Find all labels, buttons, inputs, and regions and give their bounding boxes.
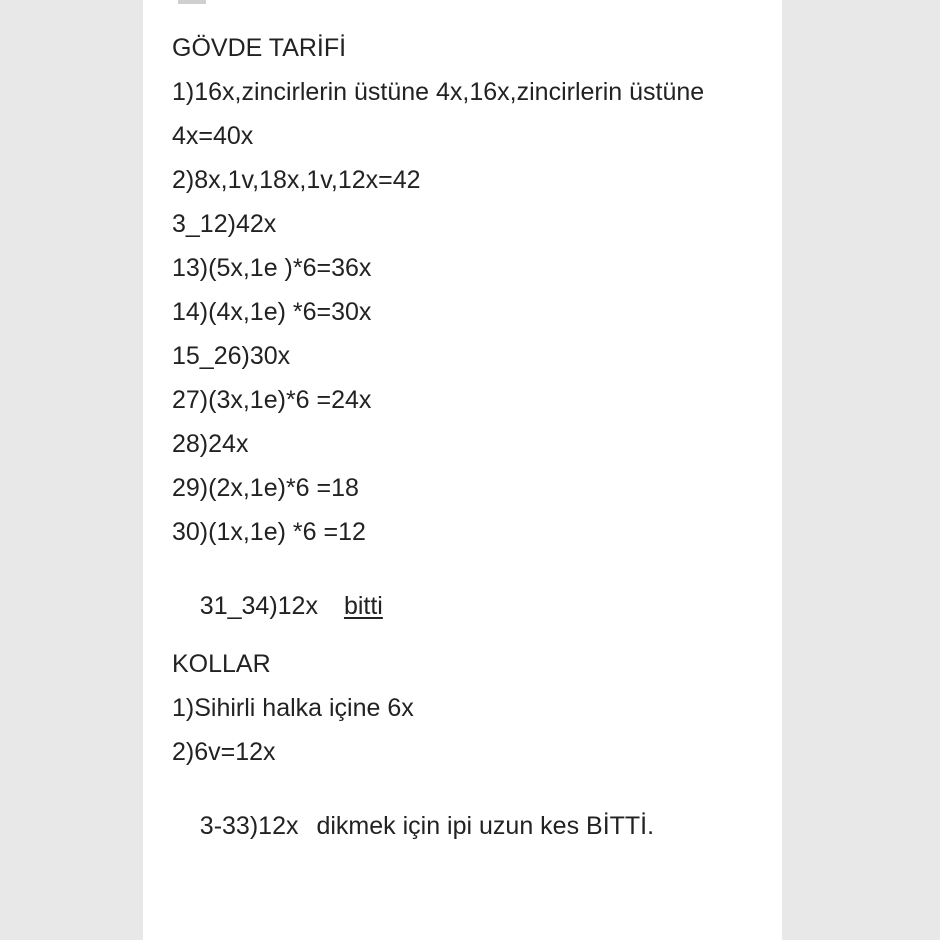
left-margin	[0, 0, 143, 940]
arms-finished-note: dikmek için ipi uzun kes BİTTİ.	[316, 812, 655, 840]
arms-row: 1)Sihirli halka içine 6x	[172, 694, 414, 722]
body-finished-note: bitti	[343, 592, 383, 620]
arms-last-row-prefix: 3-33)12x	[199, 812, 299, 840]
top-edge-mark	[178, 0, 206, 4]
arms-row: 2)6v=12x	[172, 738, 276, 766]
body-row: 14)(4x,1e) *6=30x	[172, 298, 372, 326]
body-row: 30)(1x,1e) *6 =12	[172, 518, 366, 546]
body-heading: GÖVDE TARİFİ	[172, 34, 347, 62]
body-row: 1)16x,zincirlerin üstüne 4x,16x,zincirlerin üstüne	[172, 78, 705, 106]
arms-heading: KOLLAR	[172, 650, 271, 678]
body-last-row	[172, 561, 383, 651]
right-margin	[782, 0, 940, 940]
body-row: 3_12)42x	[172, 210, 277, 238]
body-last-row-prefix: 31_34)12x	[199, 592, 318, 620]
body-row: 13)(5x,1e )*6=36x	[172, 254, 372, 282]
body-row: 2)8x,1v,18x,1v,12x=42	[172, 166, 421, 194]
arms-last-row	[172, 781, 654, 871]
body-row: 29)(2x,1e)*6 =18	[172, 474, 359, 502]
body-row: 15_26)30x	[172, 342, 291, 370]
body-row: 28)24x	[172, 430, 249, 458]
body-row: 27)(3x,1e)*6 =24x	[172, 386, 372, 414]
body-row: 4x=40x	[172, 122, 254, 150]
